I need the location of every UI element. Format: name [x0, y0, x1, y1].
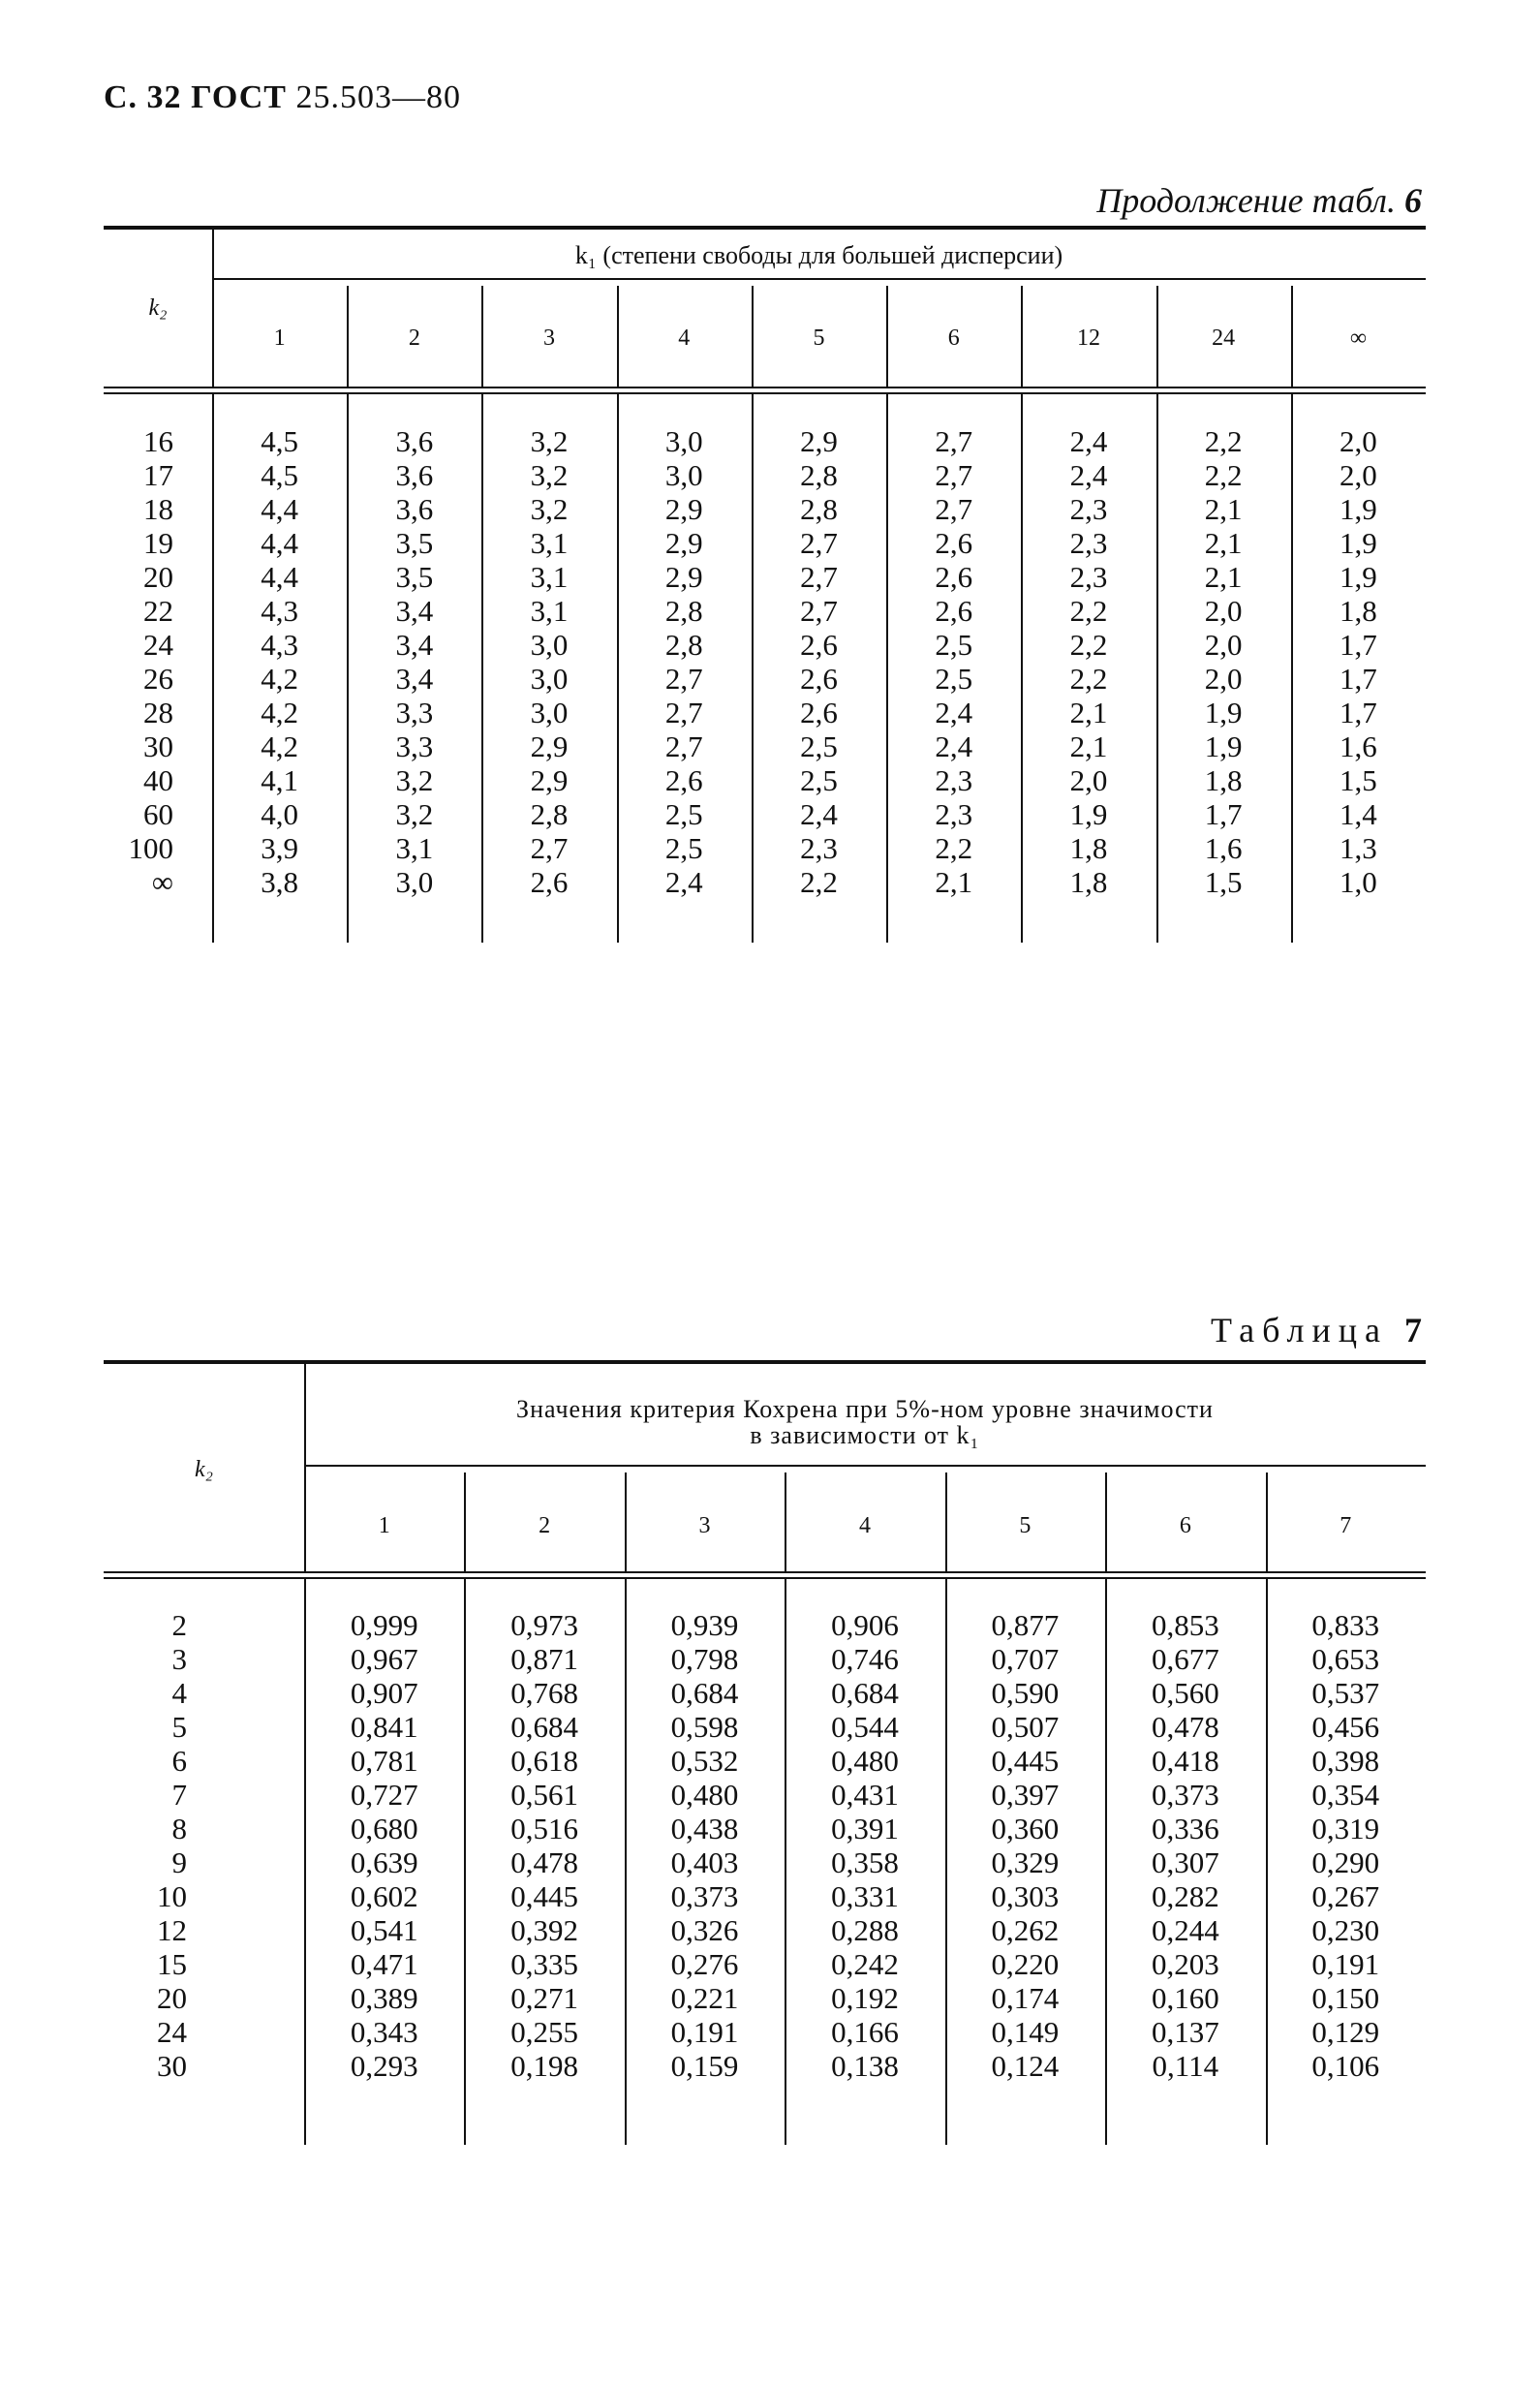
- row-label-k2: 19: [143, 526, 173, 560]
- top-rule: [104, 226, 1426, 230]
- table-cell: 3,1: [530, 526, 569, 560]
- table-cell: 3,0: [664, 458, 703, 492]
- table-cell: 0,431: [831, 1778, 899, 1812]
- page-label: С. 32: [104, 79, 182, 115]
- table-cell: 2,7: [935, 492, 973, 526]
- table-cell: 0,684: [831, 1676, 899, 1710]
- table-cell: 0,191: [1311, 1947, 1380, 1981]
- row-label-k2: 30: [157, 2049, 187, 2083]
- table-cell: 0,456: [1311, 1710, 1380, 1744]
- table-cell: 0,373: [670, 1879, 739, 1913]
- row-label-k2: 20: [143, 560, 173, 594]
- table-cell: 1,9: [1340, 526, 1377, 560]
- table-cell: 3,1: [530, 560, 569, 594]
- table-cell: 3,2: [530, 492, 569, 526]
- table-cell: 2,9: [664, 492, 703, 526]
- table-cell: 0,397: [991, 1778, 1060, 1812]
- table-cell: 0,282: [1151, 1879, 1219, 1913]
- table-cell: 2,6: [800, 662, 838, 696]
- table-cell: 0,480: [670, 1778, 739, 1812]
- table-cell: 1,9: [1069, 797, 1108, 831]
- table-cell: 2,2: [935, 831, 973, 865]
- table-cell: 0,471: [350, 1947, 418, 1981]
- table-cell: 2,1: [1204, 560, 1243, 594]
- row-label-k2: 26: [143, 662, 173, 696]
- table-cell: 0,358: [831, 1845, 899, 1879]
- row-header-k2: k₂: [148, 295, 168, 321]
- table-cell: 4,2: [261, 696, 298, 729]
- table-cell: 2,2: [800, 865, 838, 899]
- table-cell: 2,0: [1204, 628, 1243, 662]
- row-label-k2: 18: [143, 492, 173, 526]
- table-cell: 0,438: [670, 1812, 739, 1845]
- column-header: 2: [408, 326, 420, 351]
- table-cell: 0,326: [670, 1913, 739, 1947]
- row-label-k2: 2: [171, 1608, 187, 1642]
- row-label-k2: 24: [157, 2015, 187, 2049]
- table-cell: 2,2: [1204, 424, 1243, 458]
- table-cell: 2,1: [1204, 492, 1243, 526]
- table-cell: 3,0: [664, 424, 703, 458]
- table-cell: 2,5: [664, 797, 703, 831]
- table-cell: 0,290: [1311, 1845, 1380, 1879]
- table-cell: 0,392: [510, 1913, 578, 1947]
- header-bottom-rule-2: [104, 392, 1426, 394]
- table-cell: 2,1: [1069, 729, 1108, 763]
- column-header: 7: [1340, 1513, 1352, 1538]
- table-cell: 3,1: [530, 594, 569, 628]
- table-cell: 0,906: [831, 1608, 899, 1642]
- row-label-k2: 16: [143, 424, 173, 458]
- table-cell: 2,4: [1069, 458, 1108, 492]
- column-header: 5: [813, 326, 825, 351]
- table-cell: 0,684: [670, 1676, 739, 1710]
- table-cell: 3,8: [261, 865, 298, 899]
- table-cell: 2,5: [935, 662, 973, 696]
- table-cell: 2,9: [664, 526, 703, 560]
- table-cell: 2,0: [1204, 594, 1243, 628]
- row-label-k2: 24: [143, 628, 173, 662]
- table-cell: 2,9: [664, 560, 703, 594]
- row-label-k2: 30: [143, 729, 173, 763]
- row-label-k2: ∞: [151, 865, 173, 899]
- page-header: [104, 79, 461, 116]
- row-label-k2: 40: [143, 763, 173, 797]
- table-cell: 1,7: [1204, 797, 1243, 831]
- table-cell: 0,727: [350, 1778, 418, 1812]
- group-header-line1: Значения критерия Кохрена при 5%-ном уровне значимости: [516, 1395, 1214, 1423]
- table-cell: 0,242: [831, 1947, 899, 1981]
- table-cell: 0,288: [831, 1913, 899, 1947]
- table-cell: 3,6: [395, 424, 434, 458]
- table6-caption-number: 6: [1404, 181, 1422, 220]
- table-cell: 0,999: [350, 1608, 418, 1642]
- row-label-k2: 9: [171, 1845, 187, 1879]
- column-header: 24: [1212, 326, 1236, 351]
- column-header: 3: [698, 1513, 711, 1538]
- table-cell: 0,174: [991, 1981, 1060, 2015]
- table-cell: 2,2: [1069, 594, 1108, 628]
- table-cell: 2,7: [935, 458, 973, 492]
- table-cell: 0,560: [1151, 1676, 1219, 1710]
- table-cell: 4,5: [261, 458, 298, 492]
- table-cell: 0,480: [831, 1744, 899, 1778]
- table-cell: 0,680: [350, 1812, 418, 1845]
- table-cell: 1,8: [1069, 831, 1108, 865]
- table-cell: 2,6: [530, 865, 569, 899]
- table-cell: 3,3: [395, 729, 434, 763]
- table-cell: 0,336: [1151, 1812, 1219, 1845]
- table-cell: 0,398: [1311, 1744, 1380, 1778]
- table-cell: 4,3: [261, 628, 298, 662]
- column-header: ∞: [1349, 326, 1367, 351]
- table-cell: 0,149: [991, 2015, 1060, 2049]
- table-cell: 3,2: [530, 424, 569, 458]
- table-cell: 3,6: [395, 492, 434, 526]
- table-cell: 2,0: [1069, 763, 1108, 797]
- table-cell: 0,639: [350, 1845, 418, 1879]
- table-cell: 3,5: [395, 560, 434, 594]
- row-label-k2: 20: [157, 1981, 187, 2015]
- table-cell: 0,129: [1311, 2015, 1380, 2049]
- table-cell: 2,5: [800, 729, 838, 763]
- table-cell: 3,2: [530, 458, 569, 492]
- table-cell: 4,2: [261, 729, 298, 763]
- table-cell: 4,4: [261, 526, 298, 560]
- table-cell: 2,7: [664, 662, 703, 696]
- table-cell: 0,360: [991, 1812, 1060, 1845]
- table-cell: 1,9: [1340, 560, 1377, 594]
- table-cell: 1,5: [1340, 763, 1377, 797]
- table-cell: 0,262: [991, 1913, 1060, 1947]
- table-7: [104, 1360, 1426, 2145]
- table-cell: 0,303: [991, 1879, 1060, 1913]
- row-label-k2: 10: [157, 1879, 187, 1913]
- table-cell: 1,6: [1340, 729, 1377, 763]
- table-cell: 0,507: [991, 1710, 1060, 1744]
- table-cell: 2,6: [664, 763, 703, 797]
- table-cell: 0,871: [510, 1642, 578, 1676]
- table-cell: 0,853: [1151, 1608, 1219, 1642]
- table-cell: 0,319: [1311, 1812, 1380, 1845]
- table-cell: 1,9: [1204, 729, 1243, 763]
- table-cell: 0,445: [991, 1744, 1060, 1778]
- row-label-k2: 17: [143, 458, 173, 492]
- table-cell: 0,653: [1311, 1642, 1380, 1676]
- table-cell: 0,335: [510, 1947, 578, 1981]
- table-cell: 2,3: [1069, 492, 1108, 526]
- table-cell: 2,8: [664, 628, 703, 662]
- table-cell: 0,746: [831, 1642, 899, 1676]
- column-header: 4: [678, 326, 691, 351]
- table-cell: 3,5: [395, 526, 434, 560]
- column-header: 4: [858, 1513, 871, 1538]
- table-cell: 0,768: [510, 1676, 578, 1710]
- table-cell: 0,516: [510, 1812, 578, 1845]
- table-cell: 1,6: [1204, 831, 1243, 865]
- table-cell: 2,3: [1069, 526, 1108, 560]
- table-cell: 3,4: [395, 628, 434, 662]
- row-label-k2: 60: [143, 797, 173, 831]
- gost-label: ГОСТ: [191, 79, 287, 115]
- row-label-k2: 7: [171, 1778, 187, 1812]
- table-cell: 3,0: [530, 662, 569, 696]
- row-label-k2: 15: [157, 1947, 187, 1981]
- table-cell: 2,7: [800, 560, 838, 594]
- table-cell: 3,6: [395, 458, 434, 492]
- table-cell: 2,5: [800, 763, 838, 797]
- table-cell: 0,191: [670, 2015, 739, 2049]
- table-cell: 2,4: [664, 865, 703, 899]
- table-cell: 0,221: [670, 1981, 739, 2015]
- table-cell: 0,293: [350, 2049, 418, 2083]
- table-cell: 2,7: [530, 831, 569, 865]
- table-cell: 0,166: [831, 2015, 899, 2049]
- column-header: 1: [378, 1513, 390, 1538]
- table-cell: 2,4: [935, 696, 973, 729]
- table-cell: 2,8: [530, 797, 569, 831]
- table-cell: 0,192: [831, 1981, 899, 2015]
- column-divider: [304, 1360, 306, 1571]
- table-cell: 2,9: [530, 729, 569, 763]
- table-cell: 0,537: [1311, 1676, 1380, 1710]
- table-cell: 2,8: [800, 492, 838, 526]
- table-cell: 0,841: [350, 1710, 418, 1744]
- table-cell: 4,1: [261, 763, 298, 797]
- table-cell: 0,114: [1152, 2049, 1219, 2083]
- table-cell: 4,2: [261, 662, 298, 696]
- table-cell: 0,244: [1151, 1913, 1219, 1947]
- table-cell: 1,0: [1340, 865, 1377, 899]
- column-header: 5: [1019, 1513, 1032, 1538]
- header-bottom-rule-2: [104, 1577, 1426, 1579]
- table-cell: 1,7: [1340, 696, 1377, 729]
- row-label-k2: 5: [171, 1710, 187, 1744]
- table-cell: 0,203: [1151, 1947, 1219, 1981]
- table-cell: 2,0: [1340, 424, 1377, 458]
- row-label-k2: 4: [171, 1676, 187, 1710]
- table7-caption-text: Таблица: [1211, 1311, 1388, 1349]
- table-cell: 2,5: [935, 628, 973, 662]
- header-bottom-rule-1: [104, 1571, 1426, 1573]
- table-cell: 0,106: [1311, 2049, 1380, 2083]
- table-cell: 2,7: [800, 526, 838, 560]
- table-cell: 3,2: [395, 797, 434, 831]
- table-cell: 0,124: [991, 2049, 1060, 2083]
- table-cell: 3,0: [395, 865, 434, 899]
- table-cell: 3,4: [395, 594, 434, 628]
- table-cell: 0,478: [510, 1845, 578, 1879]
- table-cell: 3,0: [530, 628, 569, 662]
- table-cell: 0,389: [350, 1981, 418, 2015]
- table-cell: 2,8: [800, 458, 838, 492]
- table-cell: 4,0: [261, 797, 298, 831]
- table-cell: 2,2: [1204, 458, 1243, 492]
- table-cell: 0,598: [670, 1710, 739, 1744]
- table-cell: 0,973: [510, 1608, 578, 1642]
- table-cell: 0,307: [1151, 1845, 1219, 1879]
- table-cell: 2,1: [1069, 696, 1108, 729]
- table-cell: 1,4: [1340, 797, 1377, 831]
- table-cell: 0,939: [670, 1608, 739, 1642]
- table-cell: 2,9: [530, 763, 569, 797]
- table-cell: 0,331: [831, 1879, 899, 1913]
- table-cell: 4,3: [261, 594, 298, 628]
- table-cell: 2,7: [935, 424, 973, 458]
- group-header-rule: [304, 1465, 1426, 1467]
- group-header: k₁ (степени свободы для большей дисперсии): [574, 241, 1063, 269]
- column-header: 12: [1076, 326, 1100, 351]
- table-cell: 0,833: [1311, 1608, 1380, 1642]
- table-cell: 3,0: [530, 696, 569, 729]
- table-cell: 0,159: [670, 2049, 739, 2083]
- row-label-k2: 3: [171, 1642, 187, 1676]
- table-cell: 0,137: [1151, 2015, 1219, 2049]
- table-cell: 2,4: [1069, 424, 1108, 458]
- row-label-k2: 8: [171, 1812, 187, 1845]
- table-cell: 2,7: [800, 594, 838, 628]
- table-cell: 0,618: [510, 1744, 578, 1778]
- table-cell: 0,403: [670, 1845, 739, 1879]
- column-header: 6: [947, 326, 960, 351]
- table7-caption-number: 7: [1404, 1311, 1422, 1349]
- table-cell: 0,391: [831, 1812, 899, 1845]
- table-cell: 0,602: [350, 1879, 418, 1913]
- table-cell: 4,4: [261, 492, 298, 526]
- table-cell: 2,6: [800, 628, 838, 662]
- table-cell: 0,329: [991, 1845, 1060, 1879]
- group-header-rule: [212, 278, 1426, 280]
- table-cell: 2,9: [800, 424, 838, 458]
- table-cell: 0,373: [1151, 1778, 1219, 1812]
- table-cell: 3,2: [395, 763, 434, 797]
- table-cell: 3,4: [395, 662, 434, 696]
- table-cell: 0,781: [350, 1744, 418, 1778]
- table-cell: 0,198: [510, 2049, 578, 2083]
- table-cell: 1,9: [1204, 696, 1243, 729]
- column-header: 1: [273, 326, 286, 351]
- table-cell: 4,4: [261, 560, 298, 594]
- table-cell: 2,1: [1204, 526, 1243, 560]
- table-cell: 0,561: [510, 1778, 578, 1812]
- table-cell: 3,9: [261, 831, 298, 865]
- table-cell: 0,590: [991, 1676, 1060, 1710]
- table-cell: 2,3: [935, 763, 973, 797]
- table-cell: 2,1: [935, 865, 973, 899]
- table-cell: 1,7: [1340, 662, 1377, 696]
- table-cell: 0,138: [831, 2049, 899, 2083]
- table-cell: 0,798: [670, 1642, 739, 1676]
- table-cell: 0,677: [1151, 1642, 1219, 1676]
- table-cell: 2,6: [800, 696, 838, 729]
- table-cell: 0,271: [510, 1981, 578, 2015]
- table-cell: 0,418: [1151, 1744, 1219, 1778]
- table-cell: 1,7: [1340, 628, 1377, 662]
- row-label-k2: 28: [143, 696, 173, 729]
- table-cell: 0,684: [510, 1710, 578, 1744]
- table-cell: 2,6: [935, 560, 973, 594]
- standard-number: 25.503—80: [295, 79, 461, 115]
- table7-caption: [1211, 1310, 1422, 1350]
- table-cell: 0,532: [670, 1744, 739, 1778]
- row-label-k2: 100: [128, 831, 173, 865]
- table-cell: 0,267: [1311, 1879, 1380, 1913]
- table-cell: 0,343: [350, 2015, 418, 2049]
- row-header-k2: k₂: [195, 1457, 213, 1482]
- column-divider: [212, 226, 214, 387]
- table-cell: 0,354: [1311, 1778, 1380, 1812]
- table-cell: 2,6: [935, 594, 973, 628]
- table-cell: 1,5: [1204, 865, 1243, 899]
- table-cell: 1,3: [1340, 831, 1377, 865]
- table-cell: 2,4: [935, 729, 973, 763]
- table-6: [104, 226, 1426, 943]
- table-cell: 0,220: [991, 1947, 1060, 1981]
- column-header: 3: [543, 326, 556, 351]
- row-label-k2: 22: [143, 594, 173, 628]
- table-cell: 2,2: [1069, 662, 1108, 696]
- table-cell: 2,8: [664, 594, 703, 628]
- table-cell: 1,8: [1069, 865, 1108, 899]
- table-cell: 3,1: [395, 831, 434, 865]
- column-header: 6: [1179, 1513, 1191, 1538]
- table-cell: 0,276: [670, 1947, 739, 1981]
- table-cell: 2,2: [1069, 628, 1108, 662]
- table-cell: 4,5: [261, 424, 298, 458]
- table-cell: 2,0: [1340, 458, 1377, 492]
- table-cell: 0,160: [1151, 1981, 1219, 2015]
- table-cell: 0,445: [510, 1879, 578, 1913]
- table-cell: 0,150: [1311, 1981, 1380, 2015]
- table-cell: 0,707: [991, 1642, 1060, 1676]
- table-cell: 2,3: [935, 797, 973, 831]
- table-cell: 0,544: [831, 1710, 899, 1744]
- table-cell: 2,7: [664, 729, 703, 763]
- column-header: 2: [539, 1513, 551, 1538]
- table-cell: 2,3: [800, 831, 838, 865]
- top-rule: [104, 1360, 1426, 1364]
- table-cell: 1,8: [1340, 594, 1377, 628]
- table-cell: 2,5: [664, 831, 703, 865]
- table-cell: 2,3: [1069, 560, 1108, 594]
- table6-caption-text: Продолжение табл.: [1096, 181, 1396, 220]
- row-label-k2: 12: [157, 1913, 187, 1947]
- table-cell: 0,478: [1151, 1710, 1219, 1744]
- header-bottom-rule-1: [104, 387, 1426, 388]
- table-cell: 2,0: [1204, 662, 1243, 696]
- table-cell: 0,877: [991, 1608, 1060, 1642]
- table-cell: 2,4: [800, 797, 838, 831]
- table-cell: 2,6: [935, 526, 973, 560]
- table-cell: 3,3: [395, 696, 434, 729]
- row-label-k2: 6: [171, 1744, 187, 1778]
- table-cell: 1,9: [1340, 492, 1377, 526]
- table-cell: 0,255: [510, 2015, 578, 2049]
- table-cell: 2,7: [664, 696, 703, 729]
- table-cell: 0,907: [350, 1676, 418, 1710]
- table-cell: 1,8: [1204, 763, 1243, 797]
- table-cell: 0,967: [350, 1642, 418, 1676]
- table-cell: 0,541: [350, 1913, 418, 1947]
- group-header-line2: в зависимости от k₁: [750, 1421, 980, 1449]
- table-cell: 0,230: [1311, 1913, 1380, 1947]
- table6-caption: [1096, 180, 1422, 221]
